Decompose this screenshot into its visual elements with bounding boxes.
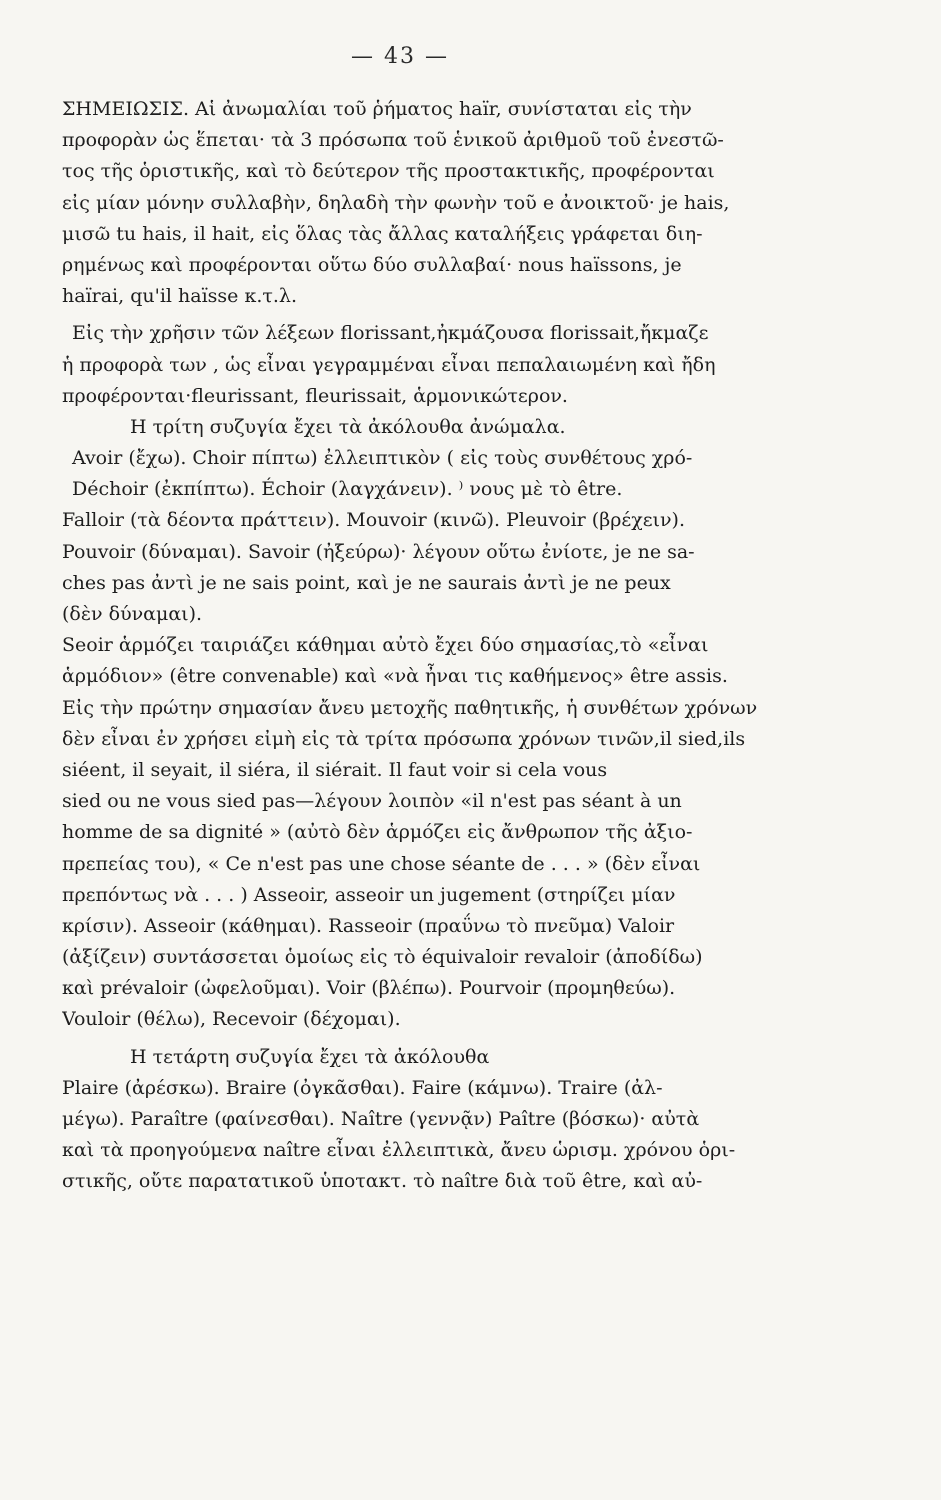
text-line: siéent, il seyait, il siéra, il siérait. Il faut voir si cela vous (62, 758, 608, 781)
text-line: καὶ τὰ προηγούμενα naître εἶναι ἐλλειπτικὰ, ἄνευ ὡρισμ. χρόνου ὁρι- (62, 1139, 736, 1162)
text-line: Falloir (τὰ δέοντα πράττειν). Mouvoir (κινῶ). Pleuvoir (βρέχειν). (62, 509, 686, 532)
text-line: προφέρονται·fleurissant, fleurissait, ἁρμονικώτερον. (62, 384, 568, 407)
text-line: ches pas ἀντὶ je ne sais point, καὶ je ne saurais ἀντὶ je ne peux (62, 571, 671, 594)
text-line: Vouloir (θέλω), Recevoir (δέχομαι). (62, 1008, 401, 1031)
text-line: τος τῆς ὁριστικῆς, καὶ τὸ δεύτερον τῆς προστακτικῆς, προφέρονται (62, 160, 715, 183)
text-line: Seoir ἁρμόζει ταιριάζει κάθημαι αὐτὸ ἔχει δύο σημασίας,τὸ «εἶναι (62, 634, 709, 657)
text-line: κρίσιν). Asseoir (κάθημαι). Rasseoir (πραΰνω τὸ πνεῦμα) Valoir (62, 914, 675, 937)
text-line: (δὲν δύναμαι). (62, 603, 203, 625)
text-line: sied ou ne vous sied pas—λέγουν λοιπὸν «il n'est pas séant à un (62, 790, 682, 813)
text-line: Déchoir (ἐκπίπτω). Échoir (λαγχάνειν). ⁾ νους μὲ τὸ être. (72, 478, 623, 501)
text-line: δὲν εἶναι ἐν χρήσει εἰμὴ εἰς τὰ τρίτα πρόσωπα χρόνων τινῶν,il sied,ils (62, 727, 746, 750)
text-line: στικῆς, οὔτε παρατατικοῦ ὑποτακτ. τὸ naître διὰ τοῦ être, καὶ αὐ- (62, 1170, 703, 1193)
page-number: — 43 — (351, 44, 449, 69)
text-line: μισῶ tu hais, il hait, εἰς ὅλας τὰς ἄλλας καταλήξεις γράφεται διη- (62, 222, 703, 245)
text-line: ἁρμόδιον» (être convenable) καὶ «νὰ ἦναι τις καθήμενος» être assis. (62, 665, 728, 688)
text-line: ἡ προφορὰ των , ὡς εἶναι γεγραμμέναι εἶναι πεπαλαιωμένη καὶ ἤδη (62, 353, 716, 376)
text-line: καὶ prévaloir (ὠφελοῦμαι). Voir (βλέπω). Pourvoir (προμηθεύω). (62, 977, 676, 1000)
text-line: Plaire (ἀρέσκω). Braire (ὀγκᾶσθαι). Faire (κάμνω). Traire (ἀλ- (62, 1076, 663, 1099)
text-line: πρεπείας του), « Ce n'est pas une chose séante de . . . » (δὲν εἶναι (62, 852, 701, 875)
text-line: μέγω). Paraître (φαίνεσθαι). Naître (γεννᾷν) Paître (βόσκω)· αὐτὰ (62, 1108, 700, 1130)
section-heading: Η τετάρτη συζυγία ἔχει τὰ ἀκόλουθα (130, 1045, 490, 1068)
text-line: homme de sa dignité » (αὐτὸ δὲν ἁρμόζει εἰς ἄνθρωπον τῆς ἀξιο- (62, 821, 693, 844)
text-line: Pouvoir (δύναμαι). Savoir (ἠξεύρω)· λέγουν οὕτω ἐνίοτε, je ne sa- (62, 540, 695, 563)
text-line: Εἰς τὴν πρώτην σημασίαν ἄνευ μετοχῆς παθητικῆς, ἡ συνθέτων χρόνων (62, 696, 758, 719)
text-line: (ἀξίζειν) συντάσσεται ὁμοίως εἰς τὸ équivaloir revaloir (ἀποδίδω) (62, 946, 703, 969)
text-line: προφορὰν ὡς ἕπεται· τὰ 3 πρόσωπα τοῦ ἑνικοῦ ἀριθμοῦ τοῦ ἐνεστῶ- (62, 129, 724, 152)
text-line: haïrai, qu'il haïsse κ.τ.λ. (62, 285, 297, 308)
body-text (62, 94, 772, 1198)
text-line: εἰς μίαν μόνην συλλαβὴν, δηλαδὴ τὴν φωνὴν τοῦ e ἀνοικτοῦ· je hais, (62, 191, 730, 214)
text-line: πρεπόντως νὰ . . . ) Asseoir, asseoir un jugement (στηρίζει μίαν (62, 883, 676, 906)
text-line: ΣΗΜΕΙΩΣΙΣ. Αἱ ἀνωμαλίαι τοῦ ῥήματος haïr, συνίσταται εἰς τὴν (62, 98, 692, 120)
text-line: Εἰς τὴν χρῆσιν τῶν λέξεων florissant,ἠκμάζουσα florissait,ἤκμαζε (72, 322, 709, 345)
text-line: ρημένως καὶ προφέρονται οὕτω δύο συλλαβαί· nous haïssons, je (62, 253, 682, 276)
section-heading: Η τρίτη συζυγία ἔχει τὰ ἀκόλουθα ἀνώμαλα. (130, 415, 566, 438)
text-line: Avoir (ἔχω). Choir πίπτω) ἐλλειπτικὸν ( εἰς τοὺς συνθέτους χρό- (72, 447, 693, 470)
